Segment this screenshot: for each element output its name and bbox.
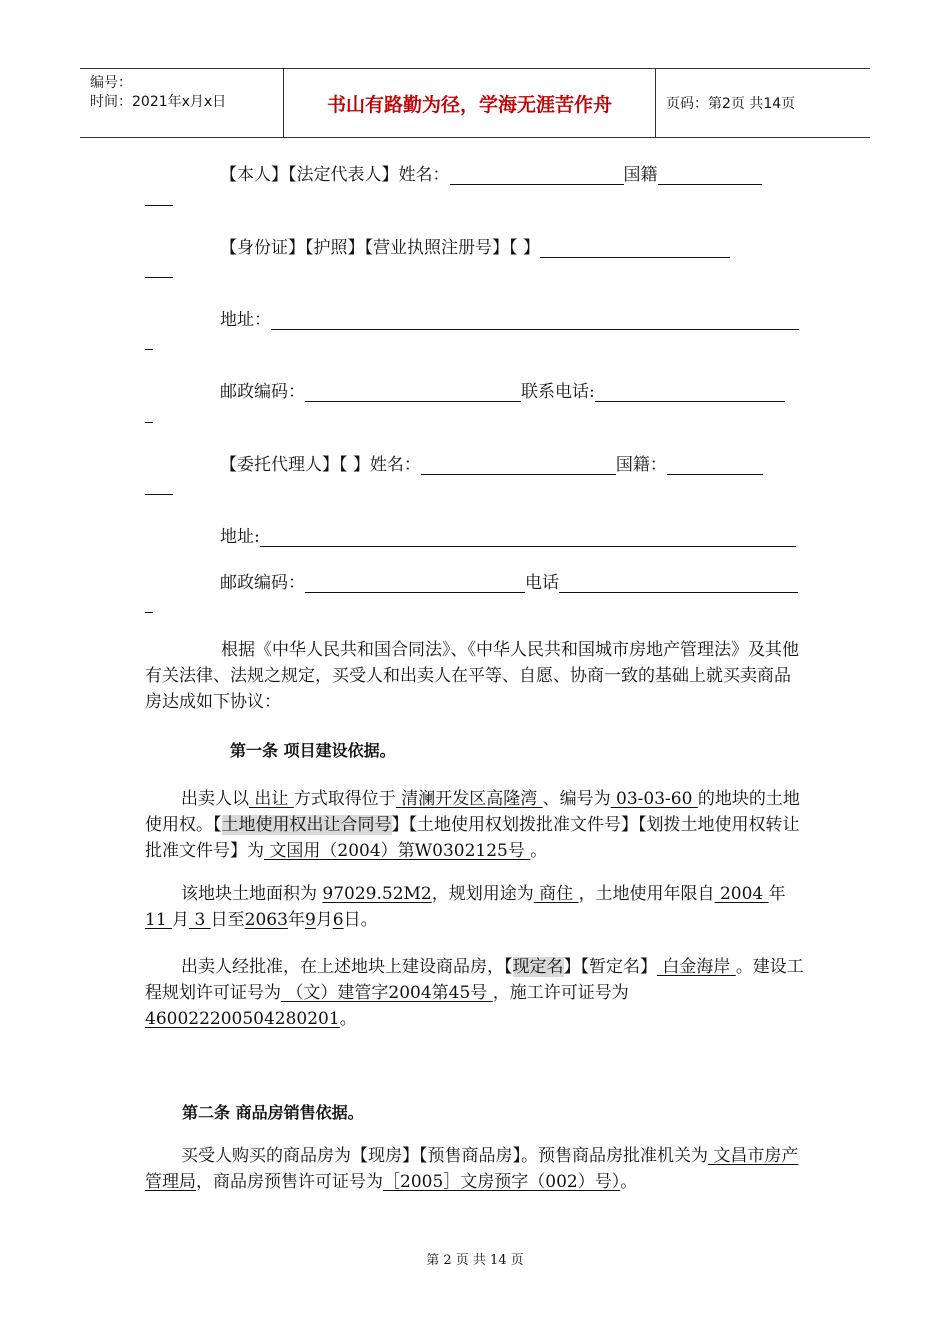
postal-label: 邮政编码： bbox=[220, 382, 305, 402]
name-label: 【本人】【法定代表人】姓名： bbox=[220, 165, 450, 185]
use-value: 商住 bbox=[533, 884, 579, 904]
header-page-info: 页码：第2页 共14页 bbox=[666, 96, 796, 112]
highlight-contract-no: 土地使用权出让合同号 bbox=[221, 815, 392, 835]
form-address-line bbox=[220, 305, 799, 330]
form-agent-line bbox=[220, 450, 763, 475]
authority-value: 文昌市房产管理局 bbox=[145, 1146, 799, 1192]
agent-postal-blank bbox=[305, 572, 525, 593]
article1-para3: 出卖人经批准，在上述地块上建设商品房，【现定名】【暂定名】 白金海岸 。建设工程规划许可证号为 （文）建管字2004第45号 ，施工许可证号为460022200504280201。 bbox=[145, 957, 804, 1029]
presale-license: ［2005］文房预字（002）号） bbox=[383, 1172, 621, 1192]
article1-para2: 该地块土地面积为 97029.52M2，规划用途为 商住 ，土地使用年限自 2004 年 11 月 3 日至2063年9月6日。 bbox=[145, 884, 786, 930]
construction-permit: 460022200504280201 bbox=[145, 1009, 340, 1029]
header-motto: 书山有路勤为径，学海无涯苦作舟 bbox=[284, 69, 656, 137]
line-tail bbox=[145, 422, 153, 423]
agent-nationality-label: 国籍： bbox=[615, 455, 667, 475]
agent-nationality-blank bbox=[667, 454, 763, 475]
line-tail bbox=[145, 205, 173, 206]
name-blank bbox=[450, 164, 624, 185]
phone-blank bbox=[595, 381, 785, 402]
header-number: 编号： bbox=[90, 75, 132, 91]
form-agent-address-line bbox=[220, 522, 796, 547]
method-value: 出让 bbox=[249, 789, 294, 809]
agent-address-label: 地址: bbox=[220, 527, 260, 547]
area-value: 97029.52M2 bbox=[322, 884, 432, 904]
line-tail bbox=[145, 494, 173, 495]
agent-name-blank bbox=[421, 454, 616, 475]
page-footer: 第 2 页 共 14 页 bbox=[426, 1253, 524, 1268]
article2-title: 第二条 商品房销售依据。 bbox=[182, 1103, 364, 1122]
highlight-current-name: 现定名 bbox=[512, 957, 564, 977]
agent-name-label: 【委托代理人】【 】姓名： bbox=[220, 455, 421, 475]
start-day: 3 bbox=[189, 910, 211, 930]
agent-postal-label: 邮政编码： bbox=[220, 573, 305, 593]
form-postal-phone-line bbox=[220, 377, 785, 402]
code-value: 03-03-60 bbox=[610, 789, 698, 809]
form-id-line bbox=[220, 233, 730, 258]
form-name-line bbox=[220, 160, 762, 185]
postal-blank bbox=[305, 381, 521, 402]
end-day: 6 bbox=[332, 910, 344, 930]
start-year: 2004 bbox=[714, 884, 769, 904]
planning-permit: （文）建管字2004第45号 bbox=[281, 983, 493, 1003]
start-month: 11 bbox=[145, 910, 173, 930]
page-header bbox=[80, 68, 870, 138]
agent-address-blank bbox=[260, 526, 796, 547]
agent-phone-blank bbox=[559, 572, 798, 593]
nationality-blank bbox=[658, 164, 762, 185]
nationality-label: 国籍 bbox=[623, 165, 658, 185]
article2-para1: 买受人购买的商品房为【现房】【预售商品房】。预售商品房批准机关为 文昌市房产管理局，商品房预售许可证号为［2005］文房预字（002）号）。 bbox=[145, 1146, 799, 1192]
article1-title: 第一条 项目建设依据。 bbox=[230, 741, 396, 760]
address-blank bbox=[271, 309, 799, 330]
form-agent-postal-line bbox=[220, 568, 798, 593]
line-tail bbox=[145, 612, 153, 613]
article1-para1: 出卖人以 出让 方式取得位于 清澜开发区高隆湾 、编号为 03-03-60 的地块的土地使用权。【土地使用权出让合同号】【土地使用权划拨批准文件号】【划拨土地使用权转让批准文件号】为 文国用（2004）第W0302125号 。 bbox=[145, 789, 800, 861]
header-meta bbox=[80, 69, 284, 137]
line-tail bbox=[145, 277, 173, 278]
agent-phone-label: 电话 bbox=[525, 573, 559, 593]
id-blank bbox=[540, 237, 730, 258]
line-tail bbox=[145, 349, 153, 350]
project-name: 白金海岸 bbox=[657, 957, 736, 977]
location-value: 清澜开发区高隆湾 bbox=[395, 789, 543, 809]
intro-paragraph: 根据《中华人民共和国合同法》、《中华人民共和国城市房地产管理法》及其他有关法律、法规之规定，买受人和出卖人在平等、自愿、协商一致的基础上就买卖商品房达成如下协议： bbox=[145, 640, 799, 712]
header-date: 时间：2021年x月x日 bbox=[90, 94, 227, 110]
address-label: 地址： bbox=[220, 310, 271, 330]
end-month: 9 bbox=[304, 910, 316, 930]
phone-label: 联系电话: bbox=[521, 382, 595, 402]
id-label: 【身份证】【护照】【营业执照注册号】【 】 bbox=[220, 238, 540, 258]
end-year: 2063 bbox=[244, 910, 288, 930]
contract-value: 文国用（2004）第W0302125号 bbox=[264, 841, 531, 861]
